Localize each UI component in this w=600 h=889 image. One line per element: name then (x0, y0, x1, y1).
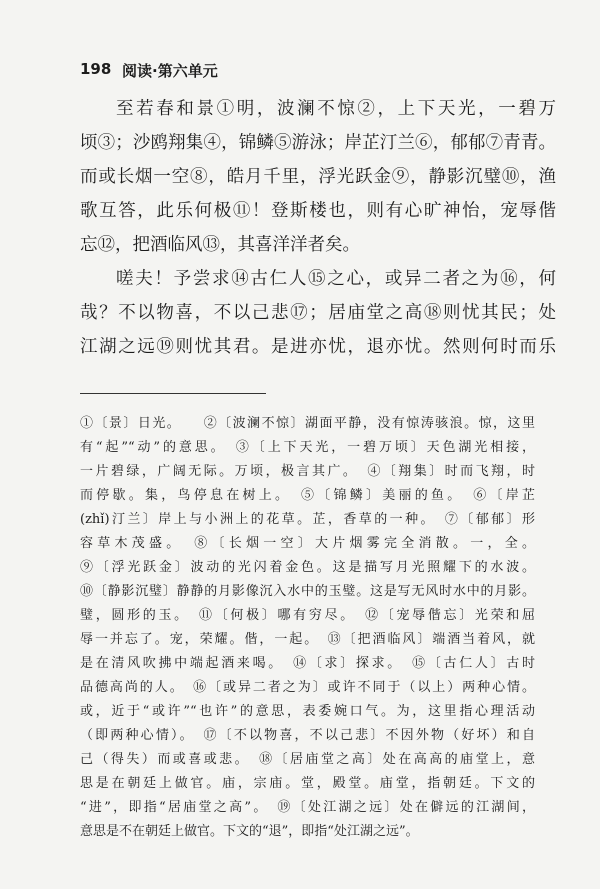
body-text-line: 嗟夫！予尝求⑭古仁人⑮之心，或异二者之为⑯，何 (116, 269, 556, 289)
footnote-line: （即两种心情）。 ⑰〔不以物喜，不以己悲〕不因外物（好坏）和自 (80, 728, 535, 743)
page-number: 198 (80, 60, 112, 78)
footnote-line: 辱一并忘了。宠，荣耀。偕，一起。 ⑬〔把酒临风〕端酒当着风，就 (80, 632, 535, 647)
footnote-line: 容草木茂盛。 ⑧〔长烟一空〕大片烟雾完全消散。一，全。 (80, 536, 535, 551)
footnote-line: 有“起”“动”的意思。 ③〔上下天光，一碧万顷〕天色湖光相接， (80, 440, 535, 455)
footnote-line: (zhǐ)汀兰〕岸上与小洲上的花草。芷，香草的一种。 ⑦〔郁郁〕形 (80, 512, 535, 527)
footnote-line: 或，近于“或许”“也许”的意思，表委婉口气。为，这里指心理活动 (80, 704, 535, 719)
footnote-line: 思是在朝廷上做官。庙，宗庙。堂，殿堂。庙堂，指朝廷。下文的 (80, 776, 535, 791)
body-text-line: 哉？不以物喜，不以己悲⑰；居庙堂之高⑱则忧其民；处 (80, 303, 556, 323)
footnote-line: “进”，即指“居庙堂之高”。 ⑲〔处江湖之远〕处在僻远的江湖间， (80, 800, 535, 815)
body-text-line: 顷③；沙鸥翔集④，锦鳞⑤游泳；岸芷汀兰⑥，郁郁⑦青青。 (80, 133, 556, 153)
footnote-line: 己（得失）而或喜或悲。 ⑱〔居庙堂之高〕处在高高的庙堂上，意 (80, 752, 535, 767)
body-text-line: 江湖之远⑲则忧其君。是进亦忧，退亦忧。然则何时而乐 (80, 337, 556, 357)
body-text-line: 歌互答，此乐何极⑪！登斯楼也，则有心旷神怡，宠辱偕 (80, 201, 556, 221)
footnote-line: 是在清风吹拂中端起酒来喝。 ⑭〔求〕探求。 ⑮〔古仁人〕古时 (80, 656, 535, 671)
page-header (80, 60, 380, 80)
footnote-divider (80, 393, 266, 394)
footnote-line: 而停歇。集，鸟停息在树上。 ⑤〔锦鳞〕美丽的鱼。 ⑥〔岸芷 (80, 488, 535, 503)
footnote-line: 璧，圆形的玉。 ⑪〔何极〕哪有穷尽。 ⑫〔宠辱偕忘〕光荣和屈 (80, 608, 535, 623)
footnote-line: 一片碧绿，广阔无际。万顷，极言其广。 ④〔翔集〕时而飞翔，时 (80, 464, 535, 479)
footnote-line: ①〔景〕日光。 ②〔波澜不惊〕湖面平静，没有惊涛骇浪。惊，这里 (80, 416, 535, 431)
footnote-line: 意思是不在朝廷上做官。下文的“退”，即指“处江湖之远”。 (80, 824, 419, 839)
body-text-line: 忘⑫，把酒临风⑬，其喜洋洋者矣。 (80, 235, 360, 255)
body-text-line: 而或长烟一空⑧，皓月千里，浮光跃金⑨，静影沉璧⑩，渔 (80, 167, 556, 187)
footnotes (80, 412, 535, 844)
footnote-line: ⑨〔浮光跃金〕波动的光闪着金色。这是描写月光照耀下的水波。 (80, 560, 535, 575)
main-text (80, 92, 556, 364)
unit-title: 阅读·第六单元 (122, 62, 218, 80)
footnote-line: 品德高尚的人。 ⑯〔或异二者之为〕或许不同于（以上）两种心情。 (80, 680, 535, 695)
footnote-line: ⑩〔静影沉璧〕静静的月影像沉入水中的玉璧。这是写无风时水中的月影。 (80, 584, 535, 599)
body-text-line: 至若春和景①明，波澜不惊②，上下天光，一碧万 (116, 99, 556, 119)
